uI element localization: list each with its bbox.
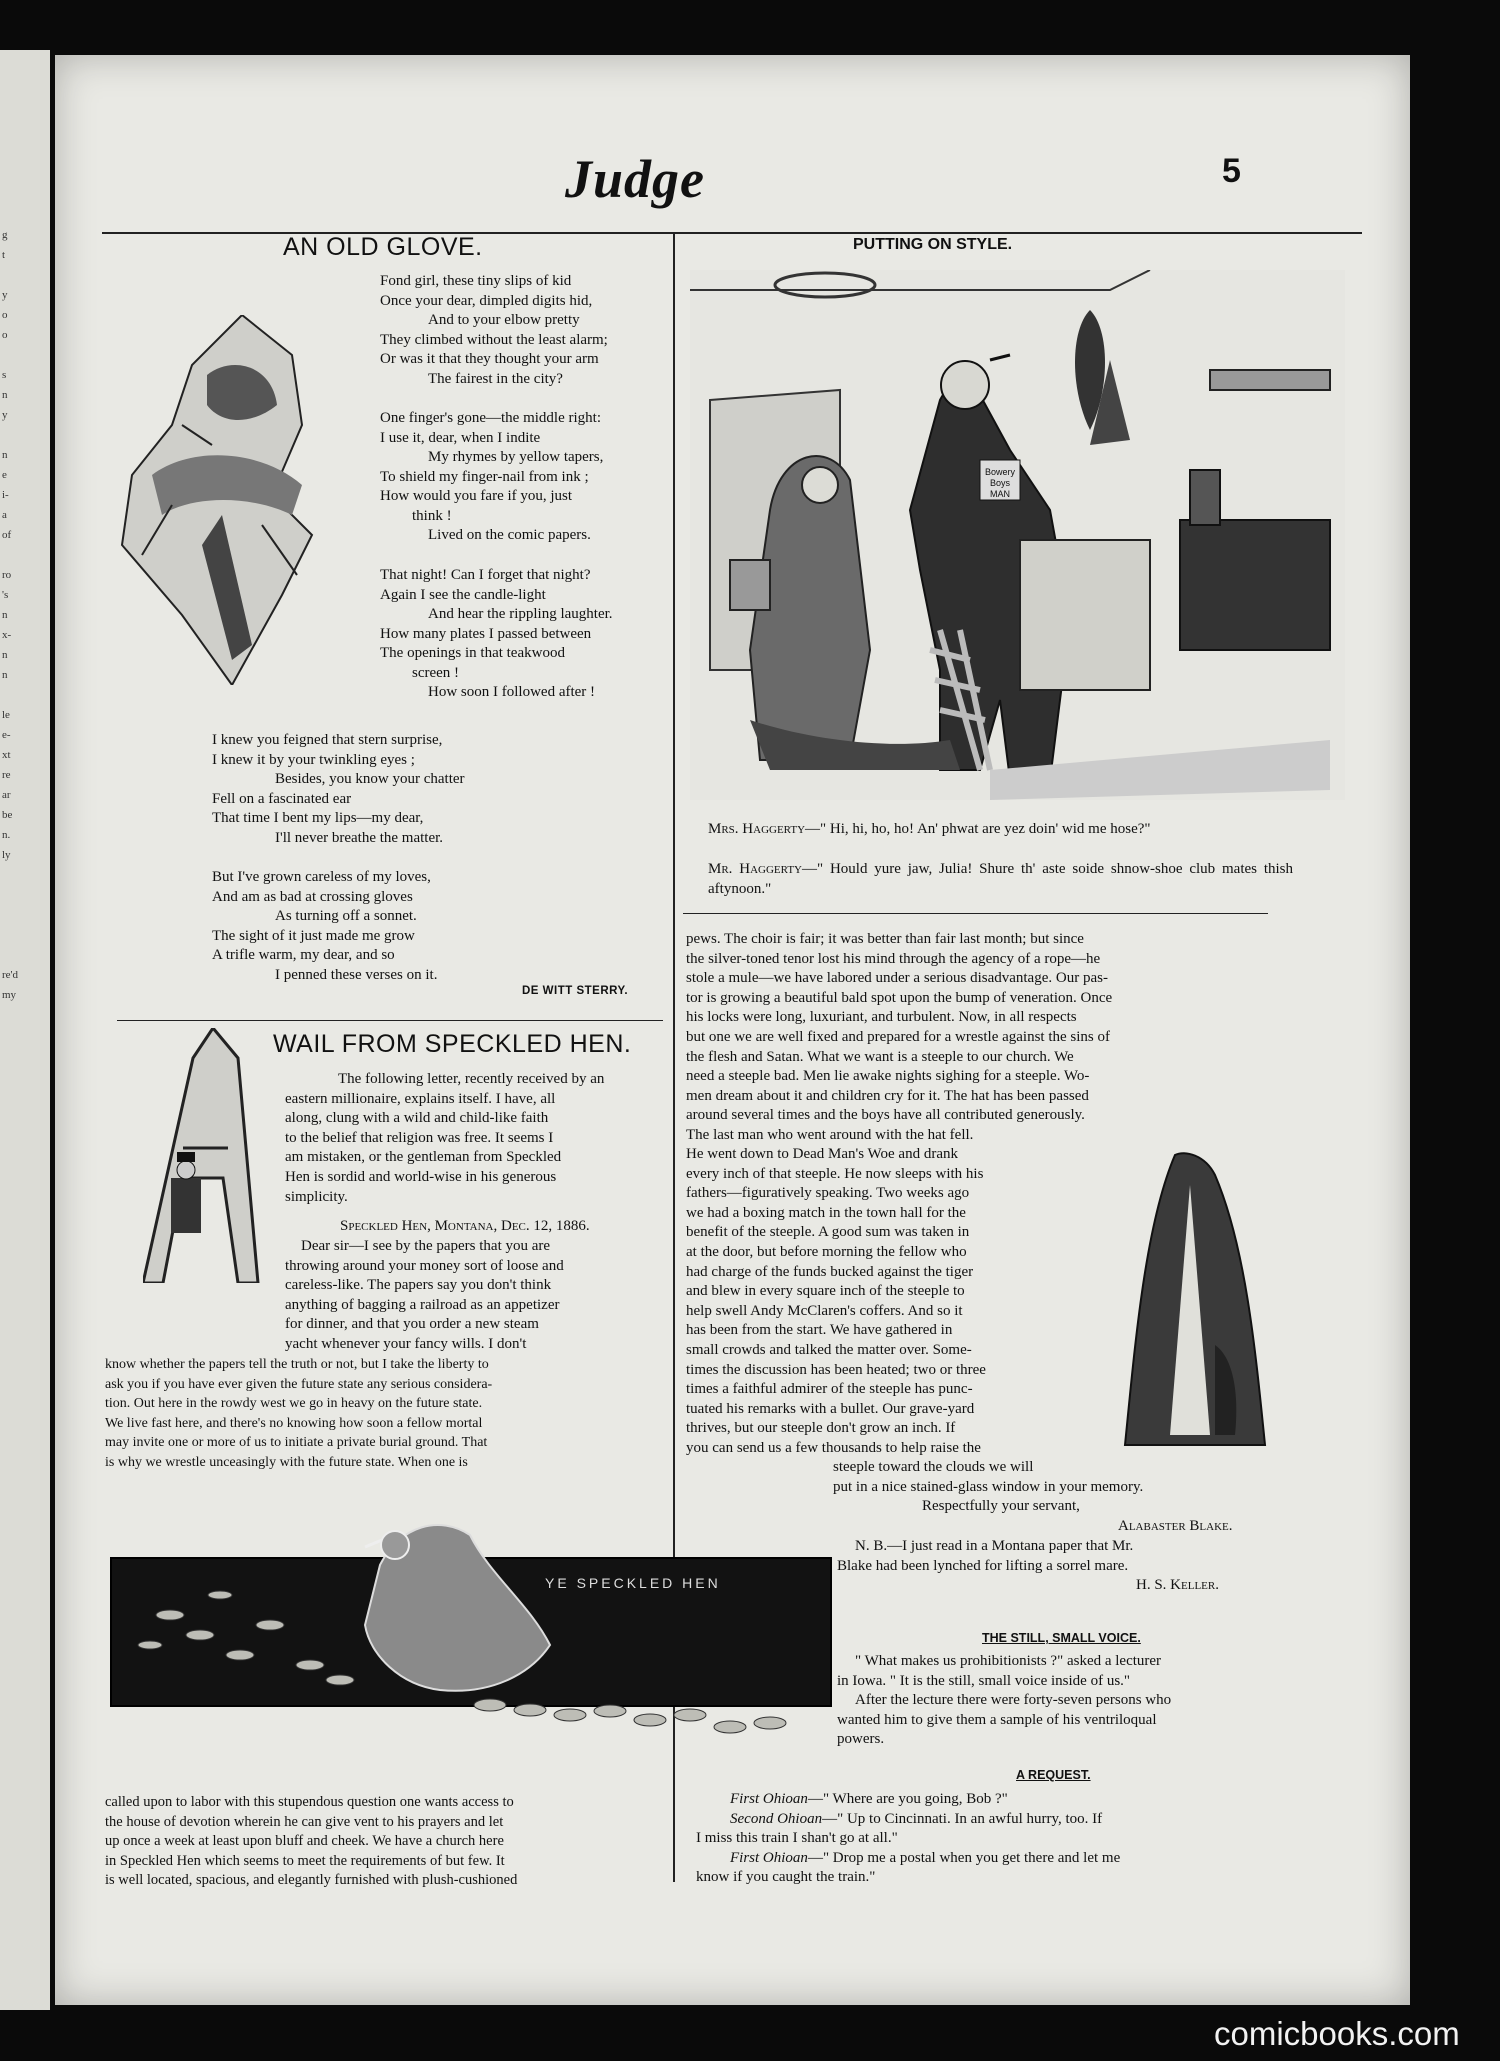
- edge-fragment: ly: [2, 849, 11, 861]
- wail-signer: Alabaster Blake.: [1118, 1518, 1233, 1534]
- text-line: throwing around your money sort of loose and: [285, 1257, 564, 1274]
- wail-dateline: Speckled Hen, Montana, Dec. 12, 1886.: [340, 1218, 590, 1234]
- poem-line: Besides, you know your chatter: [275, 771, 465, 787]
- text-line: at the door, but before morning the fellow who: [686, 1243, 967, 1260]
- poem-line: How soon I followed after !: [428, 684, 596, 700]
- poem-line: think !: [412, 507, 452, 524]
- text-line: We live fast here, and there's no knowing how soon a fellow mortal: [105, 1415, 483, 1431]
- caption-text: —" Hi, hi, ho, ho! An' phwat are yez doin' wid me hose?": [805, 821, 1151, 837]
- hen-illustration: [110, 1505, 830, 1735]
- text-line: along, clung with a wild and child-like faith: [285, 1110, 549, 1127]
- text-line: yacht whenever your fancy wills. I don't: [285, 1335, 527, 1352]
- text-line: is why we wrestle unceasingly with the future state. When one is: [105, 1454, 468, 1470]
- poem-line: To shield my finger-nail from ink ;: [380, 468, 589, 485]
- poem-line: Or was it that they thought your arm: [380, 351, 599, 367]
- poem-line: Again I see the candle-light: [380, 586, 546, 603]
- poem-line: Fond girl, these tiny slips of kid: [380, 273, 572, 289]
- text-line: Blake had been lynched for lifting a sorrel mare.: [837, 1557, 1129, 1574]
- poem-line: Fell on a fascinated ear: [212, 790, 352, 807]
- poem-line: The sight of it just made me grow: [212, 927, 415, 944]
- edge-fragment: xt: [2, 749, 11, 761]
- text-line: careless-like. The papers say you don't think: [285, 1277, 552, 1294]
- poem-line: Lived on the comic papers.: [428, 527, 591, 543]
- old-glove-title: AN OLD GLOVE.: [283, 233, 483, 261]
- edge-fragment: e-: [2, 729, 11, 741]
- text-line: fathers—figuratively speaking. Two weeks ago: [686, 1185, 970, 1202]
- steeple-illustration: [1115, 1145, 1275, 1450]
- svg-text:Bowery: Bowery: [984, 467, 1016, 477]
- text-line: benefit of the steeple. A good sum was taken in: [686, 1224, 970, 1241]
- putting-on-style-title: PUTTING ON STYLE.: [853, 236, 1013, 253]
- poem-line: How would you fare if you, just: [380, 488, 573, 504]
- edge-fragment: n: [2, 669, 8, 681]
- text-line: every inch of that steeple. He now sleeps with his: [686, 1165, 984, 1182]
- edge-fragment: i-: [2, 489, 9, 501]
- text-line: times a faithful admirer of the steeple has punc-: [686, 1381, 973, 1398]
- edge-fragment: e: [2, 469, 7, 481]
- poem-line: I use it, dear, when I indite: [380, 429, 541, 446]
- text-line: in Speckled Hen which seems to meet the requirements of but few. It: [105, 1852, 505, 1869]
- poem-line: How many plates I passed between: [380, 625, 592, 642]
- still-small-voice-text: [837, 1652, 1273, 1750]
- text-line: stole a mule—we have labored under a serious disadvantage. Our pas-: [686, 970, 1108, 987]
- text-line: called upon to labor with this stupendous question one wants access to: [105, 1794, 514, 1810]
- edge-fragment: n.: [2, 829, 11, 841]
- wail-letter-wide: [105, 1355, 668, 1473]
- text-line: help swell Andy McClaren's coffers. And so it: [686, 1302, 963, 1319]
- old-glove-stanza-1: [380, 272, 670, 389]
- text-line: you can send us a few thousands to help raise the: [686, 1439, 981, 1456]
- text-line: " What makes us prohibitionists ?" asked a lecturer: [855, 1653, 1162, 1669]
- wail-nb: [837, 1537, 1273, 1576]
- edge-fragment: s: [2, 369, 7, 381]
- speaker: Second Ohioan: [730, 1810, 823, 1827]
- edge-fragment: o: [2, 309, 8, 321]
- svg-text:MAN: MAN: [990, 489, 1010, 499]
- text-line: Dear sir—I see by the papers that you are: [301, 1238, 551, 1254]
- old-glove-stanza-2: [380, 409, 670, 546]
- edge-fragment: n: [2, 449, 8, 461]
- glove-illustration: [112, 315, 370, 685]
- caption-text: —" Hould yure jaw, Julia! Shure th' aste soide shnow-shoe club mates thish aftynoon.": [708, 861, 1293, 897]
- text-line: I miss this train I shan't go at all.": [696, 1830, 898, 1847]
- edge-fragment: n: [2, 389, 8, 401]
- poem-line: The openings in that teakwood: [380, 645, 565, 661]
- poem-line: The fairest in the city?: [428, 370, 563, 387]
- poem-line: Once your dear, dimpled digits hid,: [380, 292, 593, 309]
- text-line: may invite one or more of us to initiate a private burial ground. That: [105, 1435, 488, 1451]
- text-line: pews. The choir is fair; it was better than fair last month; but since: [686, 931, 1084, 947]
- edge-fragment: n: [2, 609, 8, 621]
- poem-line: And am as bad at crossing gloves: [212, 888, 413, 905]
- text-line: anything of bagging a railroad as an appetizer: [285, 1296, 560, 1313]
- text-line: is well located, spacious, and elegantly furnished with plush-cushioned: [105, 1872, 518, 1889]
- edge-fragment: o: [2, 329, 8, 341]
- text-line: N. B.—I just read in a Montana paper that Mr.: [855, 1538, 1134, 1554]
- speaker: First Ohioan: [730, 1791, 808, 1807]
- text-line: powers.: [837, 1731, 885, 1748]
- text-line: tor is growing a beautiful bald spot upon the bump of veneration. Once: [686, 989, 1113, 1006]
- text-line: but one we are well fixed and prepared for a wrestle against the sins of: [686, 1028, 1111, 1045]
- text-line: steeple toward the clouds we will: [833, 1459, 1034, 1475]
- wail-title: WAIL FROM SPECKLED HEN.: [273, 1030, 632, 1058]
- svg-text:Boys: Boys: [989, 478, 1011, 488]
- text-line: The last man who went around with the hat fell.: [686, 1126, 974, 1143]
- still-small-voice-title: THE STILL, SMALL VOICE.: [982, 1631, 1141, 1645]
- request-title: A REQUEST.: [1016, 1768, 1091, 1782]
- wail-author: H. S. Keller.: [1136, 1577, 1219, 1593]
- text-line: for dinner, and that you order a new steam: [285, 1316, 539, 1333]
- old-glove-stanza-5: [212, 868, 642, 985]
- text-line: simplicity.: [285, 1188, 348, 1205]
- poem-line: My rhymes by yellow tapers,: [428, 449, 604, 465]
- cartoon-caption-2: [708, 860, 1293, 899]
- text-line: need a steeple bad. Men lie awake nights sighing for a steeple. Wo-: [686, 1068, 1090, 1085]
- edge-fragment: my: [2, 989, 17, 1001]
- poem-line: As turning off a sonnet.: [275, 908, 417, 924]
- edge-fragment: ar: [2, 789, 11, 801]
- edge-fragment: re: [2, 769, 11, 781]
- section-rule: [683, 913, 1268, 914]
- cartoon-caption-1: [708, 820, 1293, 840]
- text-line: tion. Out here in the rowdy west we go in heavy on the future state.: [105, 1396, 483, 1412]
- text-line: The following letter, recently received by an: [338, 1071, 605, 1087]
- old-glove-stanza-3: [380, 566, 670, 703]
- poem-line: They climbed without the least alarm;: [380, 331, 608, 348]
- section-rule: [117, 1020, 663, 1021]
- facing-page-fragments: [0, 50, 28, 2010]
- wail-closing: Respectfully your servant,: [922, 1498, 1080, 1514]
- text-line: to the belief that religion was free. It seems I: [285, 1129, 554, 1146]
- text-line: the silver-toned tenor lost his mind through the agency of a rope—he: [686, 950, 1101, 967]
- text-line: times the discussion has been heated; two or three: [686, 1361, 986, 1378]
- text-line: tuated his remarks with a bullet. Our grave-yard: [686, 1400, 975, 1417]
- text-line: and blew in every square inch of the steeple to: [686, 1283, 965, 1300]
- wail-letter-narrow: [285, 1237, 667, 1355]
- wail-intro: [285, 1070, 667, 1207]
- poem-line: And to your elbow pretty: [428, 312, 580, 328]
- dialogue: —" Up to Cincinnati. In an awful hurry, too. If: [822, 1810, 1103, 1827]
- dialogue: —" Where are you going, Bob ?": [807, 1791, 1008, 1807]
- caption-speaker: Mrs. Haggerty: [708, 821, 806, 837]
- page-number: 5: [1222, 152, 1241, 190]
- poem-line: I penned these verses on it.: [275, 966, 438, 983]
- text-line: [696, 1810, 1274, 1830]
- text-line: men dream about it and children cry for it. The hat has been passed: [686, 1087, 1089, 1104]
- text-line: put in a nice stained-glass window in your memory.: [833, 1478, 1144, 1495]
- poem-line: But I've grown careless of my loves,: [212, 869, 431, 885]
- poem-line: I knew it by your twinkling eyes ;: [212, 751, 415, 768]
- caption-speaker: Mr. Haggerty: [708, 861, 802, 877]
- speaker: First Ohioan: [730, 1849, 808, 1866]
- text-line: After the lecture there were forty-seven persons who: [855, 1692, 1172, 1709]
- edge-fragment: le: [2, 709, 10, 721]
- text-line: know if you caught the train.": [696, 1869, 876, 1886]
- wail-right-indent: [833, 1458, 1273, 1497]
- masthead-logo: Judge: [565, 149, 705, 209]
- haggerty-cartoon: [690, 270, 1345, 800]
- edge-fragment: t: [2, 249, 6, 261]
- text-line: [696, 1849, 1274, 1869]
- edge-fragment: of: [2, 529, 12, 541]
- text-line: [696, 1790, 1274, 1810]
- edge-fragment: n: [2, 649, 8, 661]
- poem-line: That time I bent my lips—my dear,: [212, 810, 424, 826]
- dialogue: —" Drop me a postal when you get there and let me: [807, 1849, 1121, 1866]
- banner-text: YE SPECKLED HEN: [545, 1575, 721, 1591]
- old-glove-stanza-4: [212, 731, 642, 848]
- text-line: ask you if you have ever given the future state any serious considera-: [105, 1376, 493, 1392]
- initial-letter-a-illustration: [143, 1028, 263, 1283]
- text-line: had charge of the funds bucked against the tiger: [686, 1263, 974, 1280]
- wail-right-full: [686, 930, 1268, 1146]
- wail-right-narrow: [686, 1145, 1104, 1459]
- text-line: He went down to Dead Man's Woe and drank: [686, 1146, 958, 1162]
- text-line: thrives, but our steeple don't grow an inch. If: [686, 1420, 956, 1437]
- request-text: [696, 1790, 1274, 1888]
- poem-line: I'll never breathe the matter.: [275, 829, 444, 846]
- text-line: the house of devotion wherein he can give vent to his prayers and let: [105, 1813, 504, 1830]
- text-line: small crowds and talked the matter over. Some-: [686, 1341, 972, 1358]
- poem-line: That night! Can I forget that night?: [380, 567, 591, 583]
- text-line: eastern millionaire, explains itself. I have, all: [285, 1090, 556, 1107]
- text-line: wanted him to give them a sample of his ventriloqual: [837, 1711, 1157, 1728]
- watermark: comicbooks.com: [1214, 2015, 1460, 2052]
- wail-letter-bottom: [105, 1793, 678, 1891]
- text-line: in Iowa. " It is the still, small voice inside of us.": [837, 1672, 1131, 1689]
- text-line: Hen is sordid and world-wise in his generous: [285, 1168, 557, 1185]
- poem-line: I knew you feigned that stern surprise,: [212, 732, 443, 748]
- text-line: am mistaken, or the gentleman from Speckled: [285, 1149, 562, 1166]
- poem-line: A trifle warm, my dear, and so: [212, 947, 395, 963]
- poem-line: And hear the rippling laughter.: [428, 606, 613, 622]
- text-line: the flesh and Satan. What we want is a steeple to our church. We: [686, 1048, 1074, 1065]
- text-line: around several times and the boys have all contributed generously.: [686, 1107, 1085, 1124]
- edge-fragment: y: [2, 289, 8, 301]
- text-line: know whether the papers tell the truth or not, but I take the liberty to: [105, 1357, 489, 1372]
- edge-fragment: x-: [2, 629, 12, 641]
- edge-fragment: ro: [2, 569, 12, 581]
- text-line: we had a boxing match in the town hall for the: [686, 1204, 966, 1221]
- edge-fragment: re'd: [2, 969, 19, 981]
- poem-line: One finger's gone—the middle right:: [380, 410, 601, 426]
- edge-fragment: g: [2, 229, 8, 241]
- poem-line: screen !: [412, 664, 460, 681]
- edge-fragment: be: [2, 809, 13, 821]
- text-line: has been from the start. We have gathered in: [686, 1322, 953, 1339]
- text-line: his locks were long, luxuriant, and turbulent. Now, in all respects: [686, 1009, 1077, 1026]
- edge-fragment: a: [2, 509, 7, 521]
- text-line: up once a week at least upon bluff and cheek. We have a church here: [105, 1833, 504, 1850]
- edge-fragment: 's: [2, 589, 9, 601]
- edge-fragment: y: [2, 409, 8, 421]
- old-glove-author: DE WITT STERRY.: [522, 985, 629, 997]
